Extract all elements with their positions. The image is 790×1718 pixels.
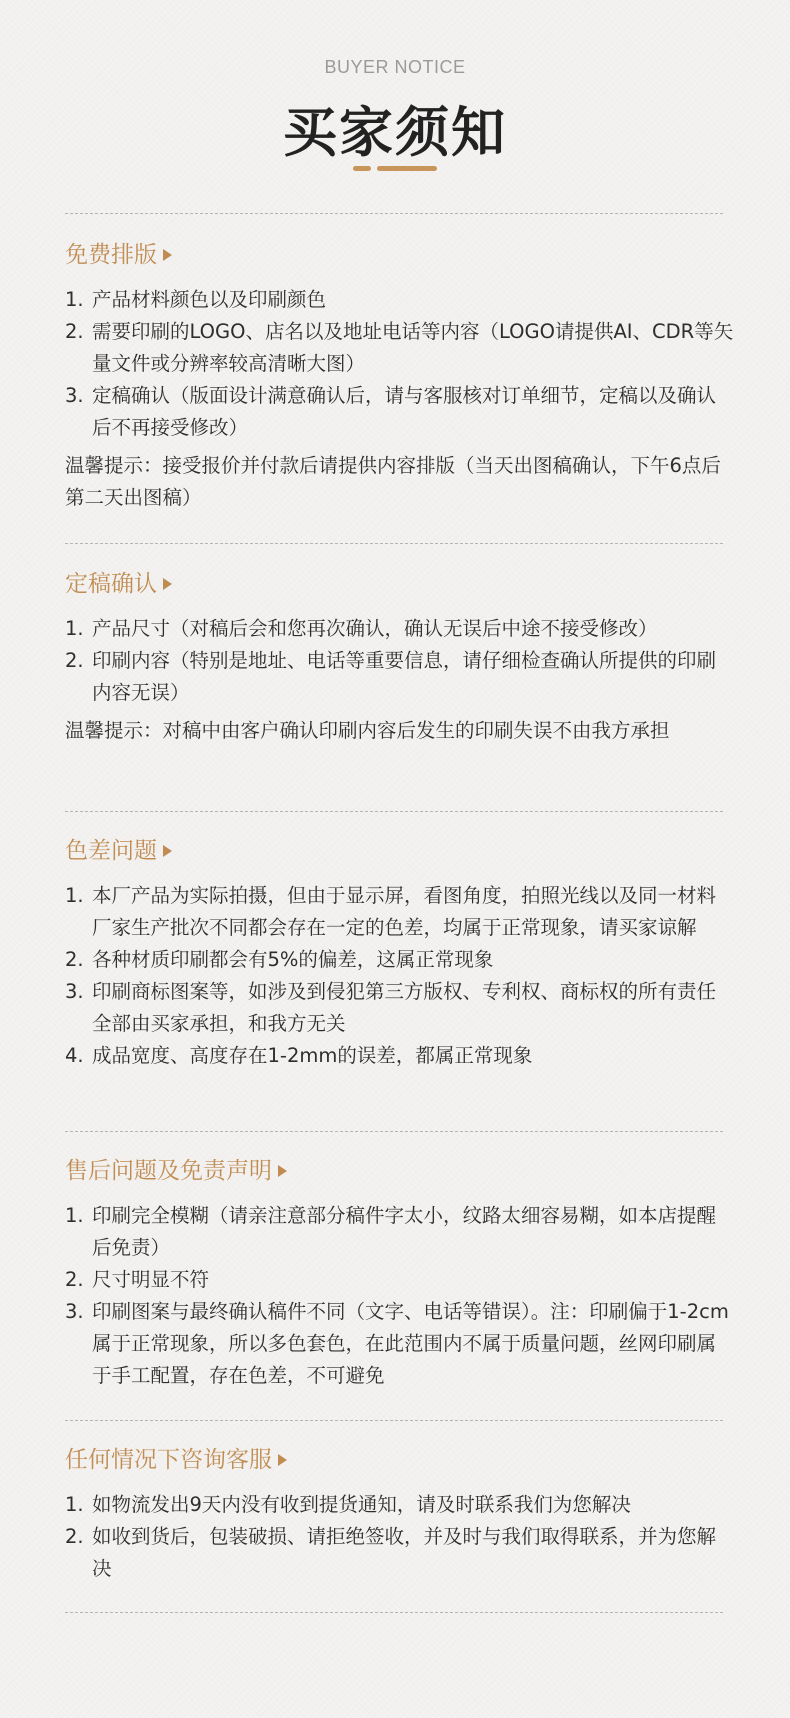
warm-tip: 温馨提示：对稿中由客户确认印刷内容后发生的印刷失误不由我方承担 <box>65 719 670 742</box>
list-item-number: 1. <box>65 1493 84 1516</box>
section-list <box>65 613 735 709</box>
list-item-text: 成品宽度、高度存在1-2mm的误差，都属正常现象 <box>92 1044 533 1067</box>
list-item-text: 印刷图案与最终确认稿件不同（文字、电话等错误）。注：印刷偏于1-2cm属于正常现象，所以多色套色，在此范围内不属于质量问题，丝网印刷属于手工配置，存在色差，不可避免 <box>92 1300 729 1387</box>
section-title-text: 售后问题及免责声明 <box>65 1158 272 1184</box>
list-item-text: 需要印刷的LOGO、店名以及地址电话等内容（LOGO请提供AI、CDR等矢量文件或分辨率较高清晰大图） <box>92 320 734 375</box>
list-item-text: 如物流发出9天内没有收到提货通知，请及时联系我们为您解决 <box>92 1493 631 1516</box>
list-item-number: 3. <box>65 1300 84 1323</box>
section-title-text: 色差问题 <box>65 838 157 864</box>
list-item-text: 如收到货后，包装破损、请拒绝签收，并及时与我们取得联系，并为您解决 <box>92 1525 717 1580</box>
section-contact-service <box>65 1444 735 1585</box>
list-item <box>65 976 735 1040</box>
list-item <box>65 316 735 380</box>
section-divider <box>65 1612 723 1613</box>
list-item-number: 1. <box>65 288 84 311</box>
list-item-number: 1. <box>65 884 84 907</box>
section-title-text: 定稿确认 <box>65 571 157 597</box>
section-divider <box>65 213 723 214</box>
section-free-layout <box>65 239 735 514</box>
warm-tip: 温馨提示：接受报价并付款后请提供内容排版（当天出图稿确认，下午6点后第二天出图稿） <box>65 454 721 509</box>
list-item-number: 2. <box>65 948 84 971</box>
title-decoration-short-bar <box>353 166 371 171</box>
list-item-number: 3. <box>65 980 84 1003</box>
section-divider <box>65 1420 723 1421</box>
section-list <box>65 1200 735 1392</box>
list-item <box>65 1489 735 1521</box>
section-divider <box>65 1131 723 1132</box>
section-title <box>65 1444 735 1476</box>
list-item <box>65 1296 735 1392</box>
list-item-number: 3. <box>65 384 84 407</box>
list-item-number: 1. <box>65 1204 84 1227</box>
list-item <box>65 645 735 709</box>
list-item <box>65 380 735 444</box>
triangle-right-icon <box>278 1454 287 1466</box>
list-item-number: 2. <box>65 1525 84 1548</box>
section-final-confirm <box>65 568 735 747</box>
list-item-number: 2. <box>65 320 84 343</box>
list-item-text: 印刷完全模糊（请亲注意部分稿件字太小，纹路太细容易糊，如本店提醒后免责） <box>92 1204 717 1259</box>
list-item <box>65 1200 735 1264</box>
list-item <box>65 880 735 944</box>
list-item-text: 印刷内容（特别是地址、电话等重要信息，请仔细检查确认所提供的印刷内容无误） <box>92 649 717 704</box>
list-item-text: 各种材质印刷都会有5%的偏差，这属正常现象 <box>92 948 494 971</box>
list-item-number: 2. <box>65 649 84 672</box>
list-item-text: 定稿确认（版面设计满意确认后，请与客服核对订单细节，定稿以及确认后不再接受修改） <box>92 384 717 439</box>
section-title <box>65 1155 735 1187</box>
list-item-text: 产品尺寸（对稿后会和您再次确认，确认无误后中途不接受修改） <box>92 617 658 640</box>
list-item <box>65 1040 735 1072</box>
list-item <box>65 613 735 645</box>
list-item-number: 1. <box>65 617 84 640</box>
triangle-right-icon <box>163 249 172 261</box>
section-title <box>65 835 735 867</box>
list-item-text: 尺寸明显不符 <box>92 1268 210 1291</box>
list-item <box>65 944 735 976</box>
triangle-right-icon <box>278 1165 287 1177</box>
list-item-number: 4. <box>65 1044 84 1067</box>
section-after-sales <box>65 1155 735 1392</box>
section-divider <box>65 811 723 812</box>
section-divider <box>65 543 723 544</box>
list-item-text: 印刷商标图案等，如涉及到侵犯第三方版权、专利权、商标权的所有责任全部由买家承担，和我方无关 <box>92 980 717 1035</box>
section-list <box>65 284 735 444</box>
section-list <box>65 1489 735 1585</box>
page-subtitle: BUYER NOTICE <box>324 57 466 77</box>
section-title-text: 免费排版 <box>65 242 157 268</box>
section-title <box>65 568 735 600</box>
section-title-text: 任何情况下咨询客服 <box>65 1447 272 1473</box>
section-color-difference <box>65 835 735 1072</box>
list-item-number: 2. <box>65 1268 84 1291</box>
list-item-text: 产品材料颜色以及印刷颜色 <box>92 288 327 311</box>
triangle-right-icon <box>163 578 172 590</box>
title-decoration-long-bar <box>377 166 437 171</box>
list-item-text: 本厂产品为实际拍摄，但由于显示屏，看图角度，拍照光线以及同一材料厂家生产批次不同都会存在一定的色差，均属于正常现象，请买家谅解 <box>92 884 717 939</box>
triangle-right-icon <box>163 845 172 857</box>
list-item <box>65 1264 735 1296</box>
list-item <box>65 284 735 316</box>
section-title <box>65 239 735 271</box>
list-item <box>65 1521 735 1585</box>
page-title: 买家须知 <box>283 101 507 164</box>
section-list <box>65 880 735 1072</box>
